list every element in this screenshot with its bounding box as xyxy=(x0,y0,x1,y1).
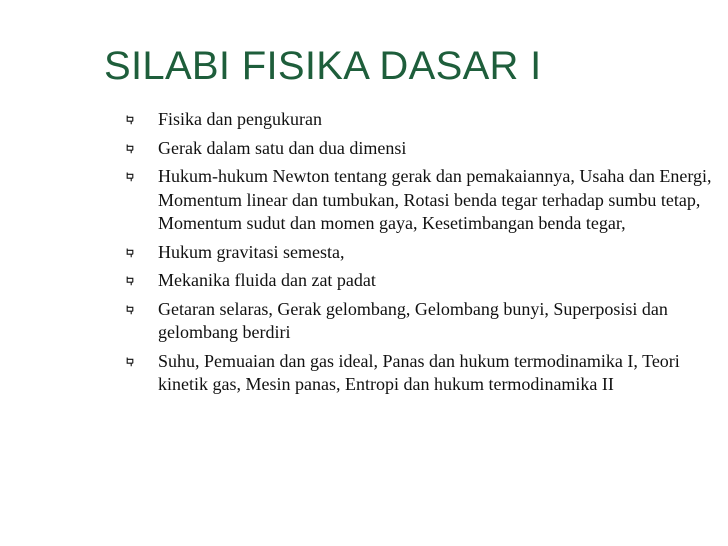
list-item xyxy=(126,165,716,236)
square-bullet-icon xyxy=(126,357,135,369)
list-item-text: Gerak dalam satu dan dua dimensi xyxy=(158,137,407,158)
list-item xyxy=(126,350,716,397)
list-item-text: Getaran selaras, Gerak gelombang, Gelombang bunyi, Superposisi dan gelombang berdiri xyxy=(158,298,668,342)
list-item-text: Fisika dan pengukuran xyxy=(158,109,322,129)
slide-title: SILABI FISIKA DASAR I xyxy=(104,44,542,88)
list-item xyxy=(126,137,716,161)
square-bullet-icon xyxy=(126,144,135,156)
list-item-text: Hukum gravitasi semesta, xyxy=(158,241,345,262)
list-item xyxy=(126,108,716,132)
list-item-text: Suhu, Pemuaian dan gas ideal, Panas dan hukum termodinamika I, Teori kinetik gas, Mesin panas, Entropi dan hukum termodinamika II xyxy=(158,350,680,394)
square-bullet-icon xyxy=(126,248,135,260)
list-item-text: Mekanika fluida dan zat padat xyxy=(158,270,376,290)
list-item xyxy=(126,241,716,265)
square-bullet-icon xyxy=(126,172,135,184)
list-item-text: Hukum-hukum Newton tentang gerak dan pemakaiannya, Usaha dan Energi, Momentum linear dan tumbukan, Rotasi benda tegar terhadap sumbu tetap, Momentum sudut dan momen gaya, Kesetimbangan benda tegar, xyxy=(158,166,712,233)
square-bullet-icon xyxy=(126,115,135,127)
list-item xyxy=(126,298,716,345)
list-item xyxy=(126,269,716,293)
square-bullet-icon xyxy=(126,276,135,288)
syllabus-list xyxy=(126,108,716,402)
square-bullet-icon xyxy=(126,305,135,317)
